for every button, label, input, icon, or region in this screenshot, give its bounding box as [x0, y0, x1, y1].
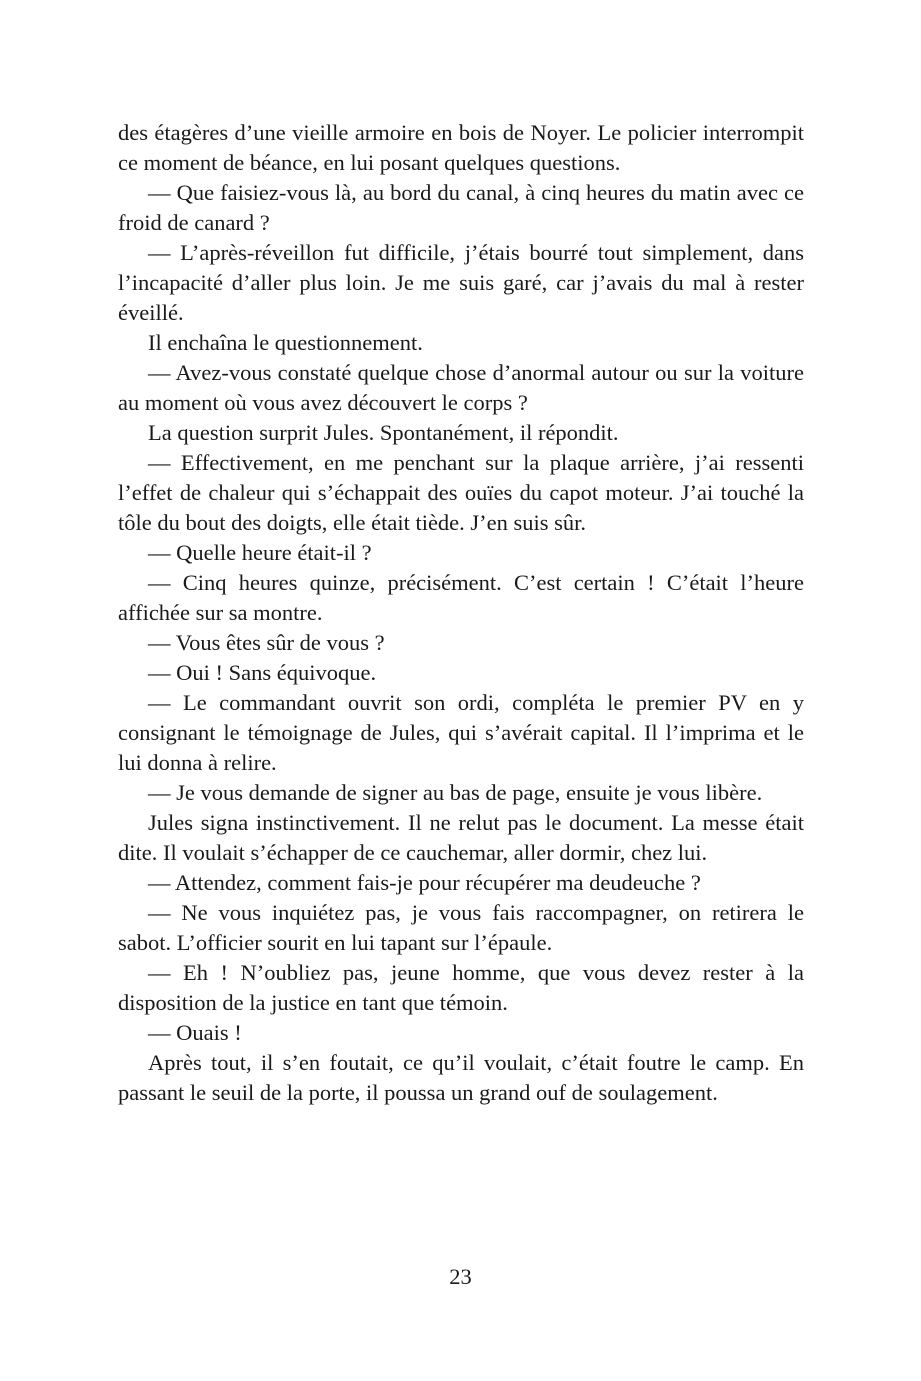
narrative-paragraph: Il enchaîna le questionnement.	[148, 330, 423, 355]
dialogue-line: — Eh ! N’oubliez pas, jeune homme, que vous devez rester à la disposition de la justice en tant que témoin.	[118, 960, 804, 1015]
dialogue-line: — L’après-réveillon fut difficile, j’étais bourré tout simplement, dans l’incapacité d’aller plus loin. Je me suis garé, car j’avais du mal à rester éveillé.	[118, 240, 804, 325]
page-number: 23	[449, 1264, 472, 1289]
paragraph-continuation: des étagères d’une vieille armoire en bois de Noyer. Le policier interrompit ce moment de béance, en lui posant quelques questions.	[118, 120, 804, 175]
narrative-paragraph: La question surprit Jules. Spontanément, il répondit.	[148, 420, 619, 445]
page-body	[118, 118, 804, 1108]
dialogue-line: — Cinq heures quinze, précisément. C’est certain ! C’était l’heure affichée sur sa montre.	[118, 570, 804, 625]
dialogue-line: — Effectivement, en me penchant sur la plaque arrière, j’ai ressenti l’effet de chaleur qui s’échappait des ouïes du capot moteur. J’ai touché la tôle du bout des doigts, elle était tiède. J’en suis sûr.	[118, 450, 804, 535]
dialogue-line: — Que faisiez-vous là, au bord du canal, à cinq heures du matin avec ce froid de canard ?	[118, 180, 804, 235]
narrative-paragraph: Jules signa instinctivement. Il ne relut pas le document. La messe était dite. Il voulait s’échapper de ce cauchemar, aller dormir, chez lui.	[118, 810, 804, 865]
dialogue-line: — Je vous demande de signer au bas de page, ensuite je vous libère.	[148, 780, 763, 805]
dialogue-line: — Le commandant ouvrit son ordi, compléta le premier PV en y consignant le témoignage de Jules, qui s’avérait capital. Il l’imprima et le lui donna à relire.	[118, 690, 804, 775]
dialogue-line: — Avez-vous constaté quelque chose d’anormal autour ou sur la voiture au moment où vous avez découvert le corps ?	[118, 360, 804, 415]
narrative-paragraph: Après tout, il s’en foutait, ce qu’il voulait, c’était foutre le camp. En passant le seuil de la porte, il poussa un grand ouf de soulagement.	[118, 1050, 804, 1105]
dialogue-line: — Attendez, comment fais-je pour récupérer ma deudeuche ?	[148, 870, 701, 895]
dialogue-line: — Vous êtes sûr de vous ?	[148, 630, 385, 655]
dialogue-line: — Ouais !	[148, 1020, 242, 1045]
dialogue-line: — Oui ! Sans équivoque.	[148, 660, 377, 685]
dialogue-line: — Ne vous inquiétez pas, je vous fais raccompagner, on retirera le sabot. L’officier sourit en lui tapant sur l’épaule.	[118, 900, 804, 955]
dialogue-line: — Quelle heure était-il ?	[148, 540, 372, 565]
